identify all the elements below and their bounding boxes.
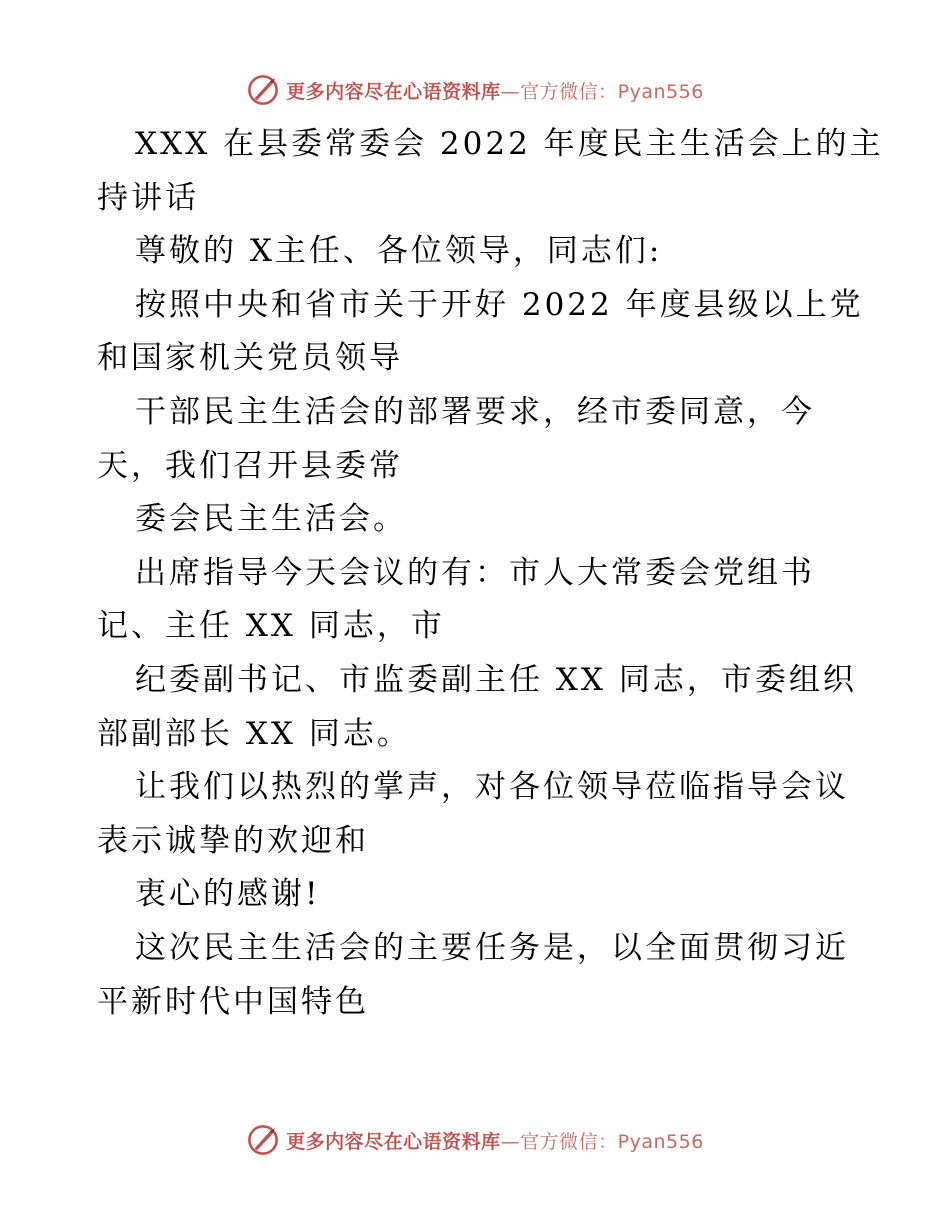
header-banner-contact: —官方微信：Pyan556 xyxy=(500,80,704,103)
quill-logo-icon xyxy=(246,73,280,107)
text-line: 平新时代中国特色 xyxy=(97,983,369,1020)
text-line: 表示诚挚的欢迎和 xyxy=(97,822,369,859)
text-line: 出席指导今天会议的有：市人大常委会党组书 xyxy=(135,554,815,591)
text-line: 让我们以热烈的掌声，对各位领导莅临指导会议 xyxy=(135,769,849,806)
text-line: XXX 在县委常委会 2022 年度民主生活会上的主 xyxy=(135,126,884,162)
header-banner-brand: 更多内容尽在心语资料库 xyxy=(286,80,501,103)
header-banner-text xyxy=(286,77,704,104)
text-line: 纪委副书记、市监委副主任 XX 同志，市委组织 xyxy=(135,661,857,698)
text-line: 记、主任 XX 同志，市 xyxy=(97,608,445,645)
footer-banner xyxy=(0,1120,950,1160)
text-line: 持讲话 xyxy=(97,179,199,216)
document-body xyxy=(97,118,884,1029)
quill-logo-icon xyxy=(246,1123,280,1157)
text-line: 按照中央和省市关于开好 2022 年度县级以上党 xyxy=(135,286,864,323)
text-line: 和国家机关党员领导 xyxy=(97,340,403,377)
header-banner-inner xyxy=(246,73,704,107)
footer-banner-text xyxy=(286,1127,704,1154)
text-line: 干部民主生活会的部署要求，经市委同意，今 xyxy=(135,393,815,430)
text-line: 部副部长 XX 同志。 xyxy=(97,715,411,752)
text-line: 这次民主生活会的主要任务是，以全面贯彻习近 xyxy=(135,929,849,966)
header-banner xyxy=(0,70,950,110)
text-line: 尊敬的 X主任、各位领导，同志们: xyxy=(135,233,663,270)
footer-banner-contact: —官方微信：Pyan556 xyxy=(500,1130,704,1153)
footer-banner-inner xyxy=(246,1123,704,1157)
footer-banner-brand: 更多内容尽在心语资料库 xyxy=(286,1130,501,1153)
text-line: 天，我们召开县委常 xyxy=(97,447,403,484)
text-line: 衷心的感谢! xyxy=(135,876,321,913)
text-line: 委会民主生活会。 xyxy=(135,501,407,538)
